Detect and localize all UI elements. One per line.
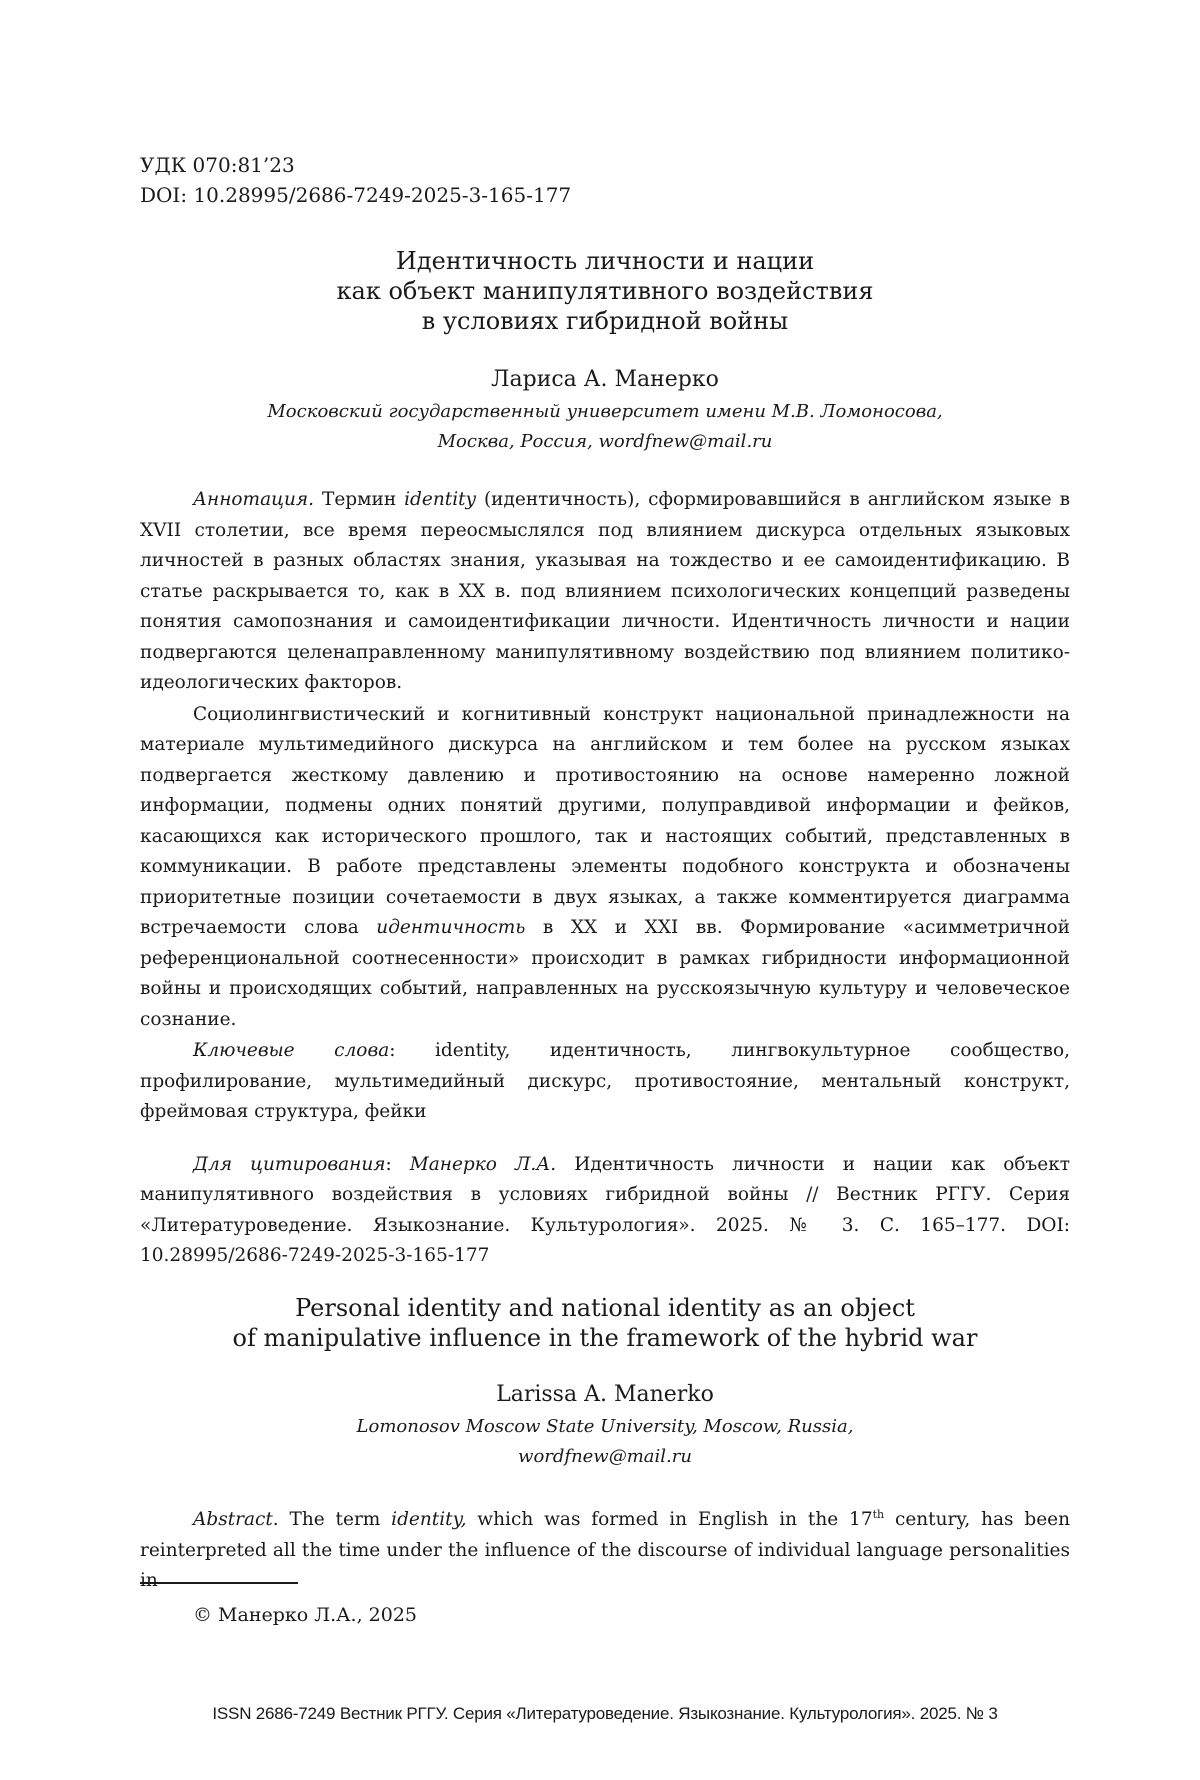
abstract-en-text: century, has been reinterpreted all the time under the influence of the discourse of individual language personalities in (140, 1509, 1070, 1591)
citation-author: Манерко Л.А. (410, 1154, 556, 1175)
paragraph2-text-end: в XX и XXI вв. Формирование «асимметричной референциональной соотнесенности» происходит в рамках гибридности информационной войны и происходящих событий, направленных на русскоязычную культуру и человеческое сознание. (140, 917, 1070, 1030)
abstract-ru-label: Аннотация. (193, 489, 314, 510)
title-en-line-1: Personal identity and national identity as an object (140, 1293, 1070, 1323)
author-name-en: Larissa A. Manerko (140, 1380, 1070, 1410)
keywords-ru-label: Ключевые слова (193, 1040, 389, 1061)
article-title-en (140, 1293, 1070, 1353)
abstract-ru-text: (идентичность), сформировавшийся в английском языке в XVII столетии, все время переосмыслялся под влиянием дискурса отдельных языковых личностей в разных областях знания, указывая на тождество и ее самоидентификацию. В статье раскрывается то, как в XX в. под влиянием психологических концепций разведены понятия самопознания и самоидентификации личности. Идентичность личности и нации подвергаются целенаправленному манипулятивному воздействию под влиянием политико-идеологических факторов. (140, 489, 1070, 693)
author-block-ru (140, 365, 1070, 457)
abstract-ru-term: identity (404, 489, 476, 510)
title-ru-line-2: как объект манипулятивного воздействия (140, 276, 1070, 306)
article-title-ru (140, 246, 1070, 336)
keywords-ru (140, 1036, 1070, 1128)
affiliation-ru-line-2: Москва, Россия, wordfnew@mail.ru (140, 427, 1070, 457)
abstract-ru-paragraph-2 (140, 700, 1070, 1036)
citation-colon: : (386, 1154, 410, 1175)
author-name-ru: Лариса А. Манерко (140, 365, 1070, 395)
abstract-en-text-mid: which was formed in English in the 17 (466, 1509, 872, 1530)
journal-page (0, 0, 1200, 1780)
copyright-footnote: © Манерко Л.А., 2025 (193, 1600, 417, 1630)
doi-line: DOI: 10.28995/2686-7249-2025-3-165-177 (140, 180, 1070, 210)
abstract-en-label: Abstract. (193, 1509, 279, 1530)
paragraph2-text-start: Социолингвистический и когнитивный конструкт национальной принадлежности на материале мультимедийного дискурса на английском и тем более на русском языках подвергается жесткому давлению и противостоянию на основе намеренно ложной информации, подмены одних понятий другими, полуправдивой информации и фейков, касающихся как исторического прошлого, так и настоящих событий, представленных в коммуникации. В работе представлены элементы подобного конструкта и обозначены приоритетные позиции сочетаемости в двух языках, а также комментируется диаграмма встречаемости слова (140, 704, 1070, 939)
citation-label: Для цитирования (193, 1154, 386, 1175)
abstract-en-term: identity, (391, 1509, 466, 1530)
citation-ru (140, 1150, 1070, 1272)
keywords-ru-text: : identity, идентичность, лингвокультурное сообщество, профилирование, мультимедийный дискурс, противостояние, ментальный конструкт, фреймовая структура, фейки (140, 1040, 1070, 1122)
page-footer: ISSN 2686-7249 Вестник РГГУ. Серия «Литературоведение. Языкознание. Культурология». 2025. № 3 (140, 1700, 1070, 1728)
affiliation-ru-line-1: Московский государственный университет имени М.В. Ломоносова, (140, 397, 1070, 427)
article-header-meta (140, 150, 1070, 210)
title-ru-line-1: Идентичность личности и нации (140, 246, 1070, 276)
citation-text: Идентичность личности и нации как объект манипулятивного воздействия в условиях гибридной войны // Вестник РГГУ. Серия «Литературоведение. Языкознание. Культурология». 2025. № 3. С. 165–177. DOI: 10.28995/2686-7249-2025-3-165-177 (140, 1154, 1070, 1267)
abstract-ru-block (140, 485, 1070, 1272)
affiliation-en-line-2: wordfnew@mail.ru (140, 1442, 1070, 1472)
abstract-en-text-start: The term (279, 1509, 391, 1530)
ordinal-superscript: th (873, 1508, 885, 1521)
author-block-en (140, 1380, 1070, 1472)
abstract-ru-paragraph (140, 485, 1070, 699)
affiliation-en-line-1: Lomonosov Moscow State University, Moscow, Russia, (140, 1412, 1070, 1442)
paragraph2-term: идентичность (376, 917, 525, 938)
udc-code: УДК 070:81’23 (140, 150, 1070, 180)
footnote-divider (140, 1582, 298, 1584)
title-en-line-2: of manipulative influence in the framework of the hybrid war (140, 1323, 1070, 1353)
title-ru-line-3: в условиях гибридной войны (140, 306, 1070, 336)
abstract-ru-text-start: Термин (314, 489, 404, 510)
